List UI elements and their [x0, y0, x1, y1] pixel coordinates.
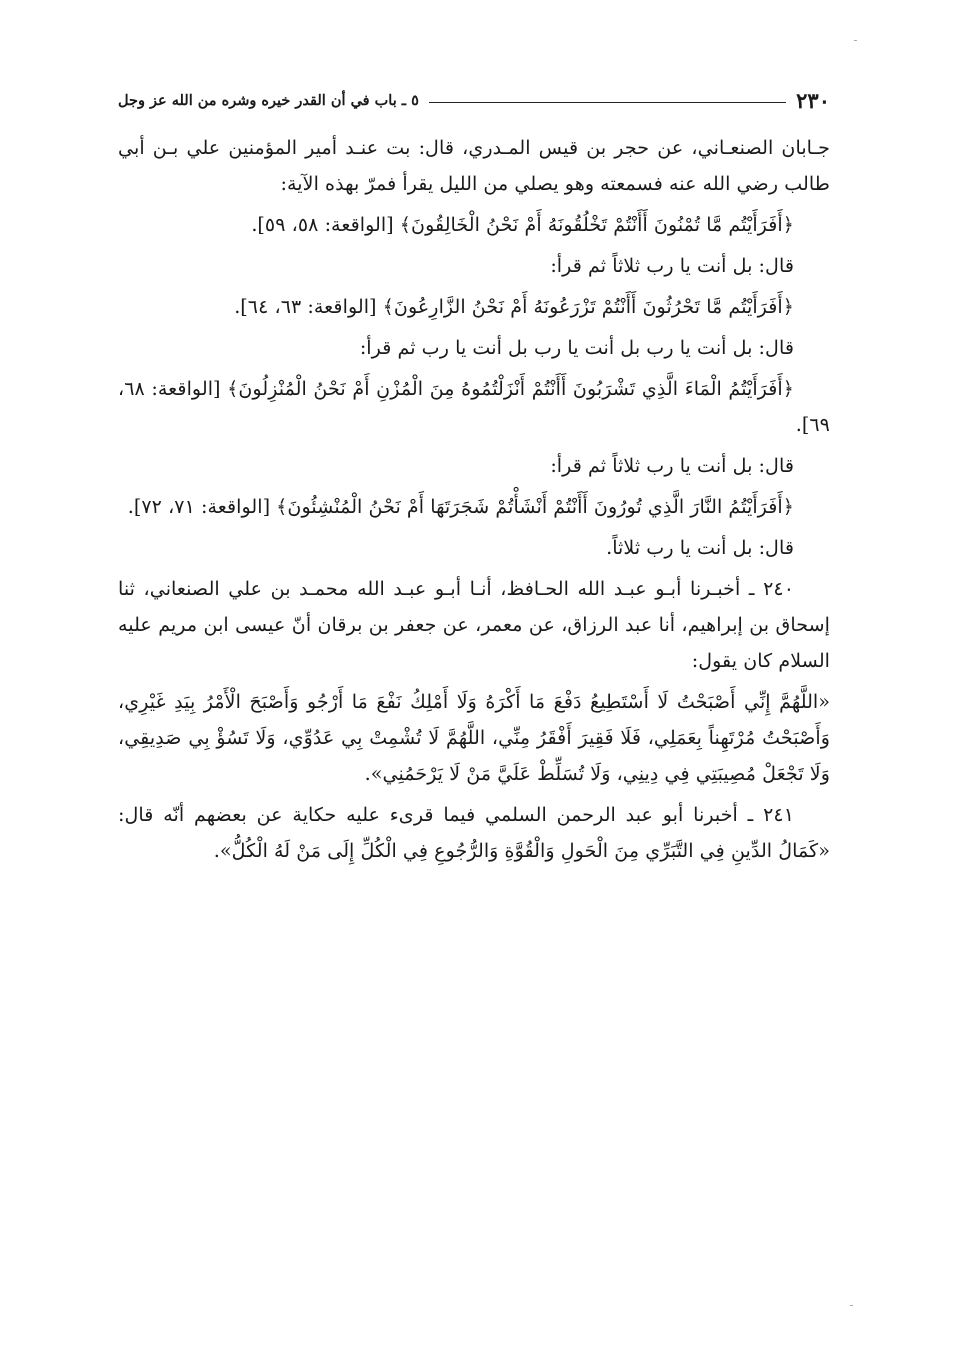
scan-speck: [854, 40, 857, 41]
page-header: [118, 80, 830, 120]
page-number: ٢٣٠: [796, 87, 830, 113]
quran-verse: ﴿أَفَرَأَيْتُمُ النَّارَ الَّذِي تُورُونَ أَأَنْتُمْ أَنْشَأْتُمْ شَجَرَتَهَا أَمْ نَحْنُ الْمُنْشِئُونَ﴾ [الواقعة: ٧١، ٧٢].: [127, 495, 794, 518]
quran-verse: ﴿أَفَرَأَيْتُمُ الْمَاءَ الَّذِي تَشْرَبُونَ أَأَنْتُمْ أَنْزَلْتُمُوهُ مِنَ الْمُزْنِ أَمْ نَحْنُ الْمُنْزِلُونَ﴾ [الواقعة: ٦٨، ٦٩].: [118, 377, 830, 436]
hadith-240-text: «اللَّهُمَّ إِنِّي أَصْبَحْتُ لَا أَسْتَطِيعُ دَفْعَ مَا أَكْرَهُ وَلَا أَمْلِكُ نَفْعَ مَا أَرْجُو وَأَصْبَحَ الْأَمْرُ بِيَدِ غَيْرِي، وَأَصْبَحْتُ مُرْتَهِناً بِعَمَلِي، فَلَا فَقِيرَ أَفْقَرُ مِنِّي، اللَّهُمَّ لَا تُشْمِتْ بِي عَدُوِّي، وَلَا تَسُؤْ بِي صَدِيقِي، وَلَا تَجْعَلْ مُصِيبَتِي فِي دِينِي، وَلَا تُسَلِّطْ عَلَيَّ مَنْ لَا يَرْحَمُنِي».: [118, 690, 830, 785]
hadith-241-chain: ٢٤١ ـ أخبرنا أبو عبد الرحمن السلمي فيما قرىء عليه حكاية عن بعضهم أنّه قال:: [118, 803, 794, 826]
paragraph-chain: جـابان الصنعـاني، عن حجر بن قيس المـدري، قال: بت عنـد أمير المؤمنين علي بـن أبي طالب رضي الله عنه فسمعته وهو يصلي من الليل يقرأ فمرّ بهذه الآية:: [118, 136, 830, 195]
header-divider: [429, 102, 786, 103]
response-line: قال: بل أنت يا رب بل أنت يا رب بل أنت يا رب ثم قرأ:: [359, 336, 794, 359]
hadith-241: [118, 797, 830, 869]
running-title: ٥ ـ باب في أن القدر خيره وشره من الله عز وجل: [118, 91, 419, 109]
scan-speck: [850, 1305, 853, 1306]
response-line: قال: بل أنت يا رب ثلاثاً ثم قرأ:: [550, 254, 794, 277]
book-page: [118, 80, 830, 874]
hadith-240-chain: ٢٤٠ ـ أخبـرنا أبـو عبـد الله الحـافظ، أنـا أبـو عبـد الله محمـد بن علي الصنعاني، ثنا إسحاق بن إبراهيم، أنا عبد الرزاق، عن معمر، عن جعفر بن برقان أنّ عيسى ابن مريم عليه السلام كان يقول:: [118, 577, 830, 672]
response-line: قال: بل أنت يا رب ثلاثاً ثم قرأ:: [550, 454, 794, 477]
quran-verse: ﴿أَفَرَأَيْتُم مَّا تُمْنُونَ أَأَنْتُمْ تَخْلُقُونَهُ أَمْ نَحْنُ الْخَالِقُونَ﴾ [الواقعة: ٥٨، ٥٩].: [251, 213, 794, 236]
quran-verse: ﴿أَفَرَأَيْتُم مَّا تَحْرُثُونَ أَأَنْتُمْ تَزْرَعُونَهُ أَمْ نَحْنُ الزَّارِعُونَ﴾ [الواقعة: ٦٣، ٦٤].: [234, 295, 794, 318]
response-line: قال: بل أنت يا رب ثلاثاً.: [606, 536, 794, 559]
hadith-241-quote: «كَمَالُ الدِّينِ فِي التَّبَرِّي مِنَ الْحَولِ وَالْقُوَّةِ وَالرُّجُوعِ فِي الْكُلِّ إِلَى مَنْ لَهُ الْكُلُّ».: [213, 839, 830, 862]
page-body: [118, 130, 830, 869]
